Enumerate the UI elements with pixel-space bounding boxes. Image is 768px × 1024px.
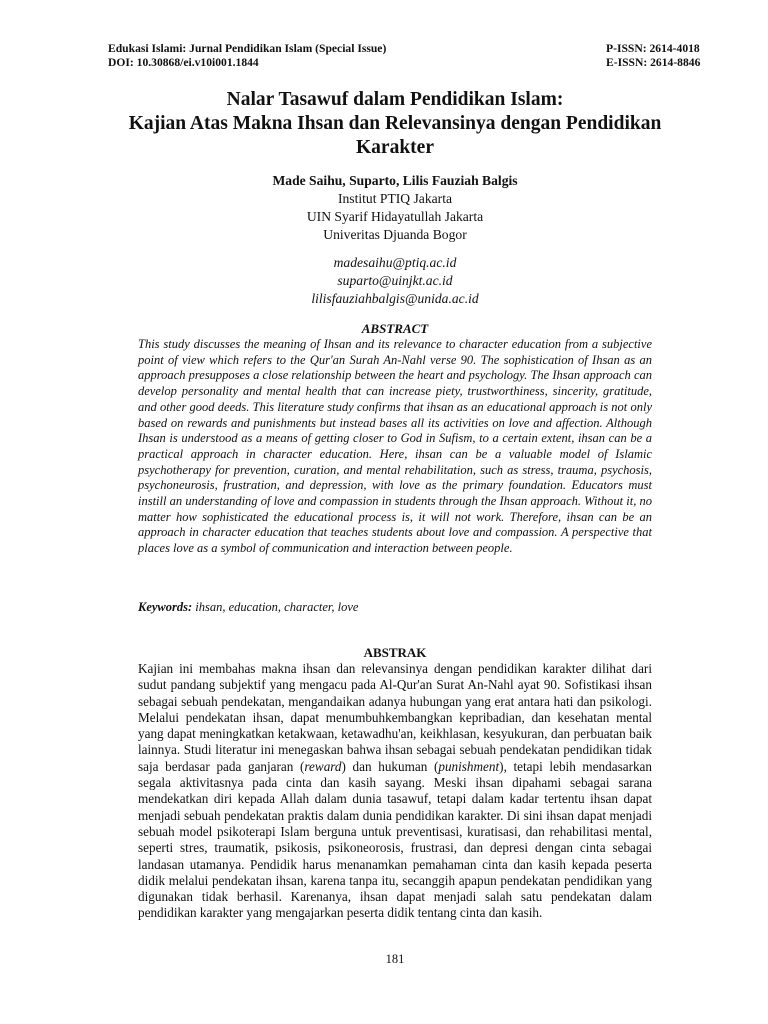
abstrak-text: [138, 661, 652, 922]
paper-title: [100, 88, 690, 160]
running-header: [108, 42, 714, 70]
abstrak-part-2: ) dan hukuman (: [341, 758, 439, 774]
author-names: Made Saihu, Suparto, Lilis Fauziah Balgis: [272, 173, 518, 188]
abstrak-heading: ABSTRAK: [363, 645, 427, 660]
title-line-3: Karakter: [356, 137, 434, 158]
abstrak-part-3: ), tetapi lebih mendasarkan segala aktivitasnya pada cinta dan kasih sayang. Meski ihsan dipahami sebagai sarana mendekatkan diri kepada Allah dalam dunia tasawuf, tetapi dalam kadar tertentu ihsan dapat menjadi sebuah pendekatan praktis dalam dunia pendidikan karakter. Di sini ihsan dapat menjadi sebuah model psikoterapi Islam berguna untuk preventisasi, kuratisasi, dan rehabilitasi mental, seperti stres, traumatik, psikosis, psikoneorosis, frustrasi, dan depresi dengan cinta sebagai landasan utamanya. Pendidik harus menanamkan pemahaman cinta dan kasih kepada peserta didik melalui pendekatan ihsan, karena tanpa itu, secanggih apapun pendekatan pendidikan yang digunakan tidak berhasil. Karenanya, ihsan dapat menjadi salah satu pendekatan dalam pendidikan karakter yang mengajarkan peserta didik tentang cinta dan kasih.: [138, 758, 653, 921]
affiliation-2: UIN Syarif Hidayatullah Jakarta: [306, 209, 484, 224]
page-number: 181: [385, 952, 405, 966]
email-3: lilisfauziahbalgis@unida.ac.id: [311, 291, 479, 306]
doi: DOI: 10.30868/ei.v10i001.1844: [108, 56, 259, 69]
abstract-heading: ABSTRACT: [361, 321, 429, 336]
email-1: madesaihu@ptiq.ac.id: [333, 255, 457, 270]
title-line-1: Nalar Tasawuf dalam Pendidikan Islam:: [226, 89, 564, 110]
email-2: suparto@uinjkt.ac.id: [337, 273, 453, 288]
journal-name: Edukasi Islami: Jurnal Pendidikan Islam (Special Issue): [108, 42, 387, 55]
title-line-2: Kajian Atas Makna Ihsan dan Relevansinya dengan Pendidikan: [128, 113, 662, 134]
abstrak-punishment-term: punishment: [438, 758, 500, 774]
abstrak-reward-term: reward: [304, 758, 342, 774]
keywords: [138, 599, 652, 615]
e-issn: E-ISSN: 2614-8846: [606, 56, 701, 69]
abstrak-part-1: Kajian ini membahas makna ihsan dan relevansinya dengan pendidikan karakter dilihat dari sudut pandang subjektif yang mengacu pada Al-Qur'an Surat An-Nahl ayat 90. Sofistikasi ihsan sebagai sebuah pendekatan, mengandaikan adanya hubungan yang erat antara hati dan psikologi. Melalui pendekatan ihsan, dapat menumbuhkembangkan kepribadian, dan kesehatan mental yang dapat meningkatkan ketakwaan, ketawadhu'an, keikhlasan, kesyukuran, dan perbuatan baik lainnya. Studi literatur ini menegaskan bahwa ihsan sebagai sebuah pendekatan pendidikan tidak saja berdasar pada ganjaran (: [138, 661, 652, 774]
abstract-paragraph: This study discusses the meaning of Ihsan and its relevance to character education from a subjective point of view which refers to the Qur'an Surah An-Nahl verse 90. The sophistication of Ihsan as an approach presupposes a close relationship between the heart and psychology. The Ihsan approach can develop personality and mental health that can increase piety, trustworthiness, sincerity, gratitude, and other good deeds. This literature study confirms that ihsan as an educational approach is not only based on rewards and punishments but instead bases all its activities on love and affection. Although Ihsan is understood as a means of getting closer to God in Sufism, to a certain extent, ihsan can be a practical approach in character education. Here, ihsan can be a valuable model of Islamic psychotherapy for prevention, curation, and mental rehabilitation, such as stress, trauma, psychosis, psychoneurosis, frustration, and depression, with love as the primary foundation. Educators must instill an understanding of love and compassion in students through the Ihsan approach. Without it, no matter how sophisticated the educational process is, it will not work. Therefore, ihsan can be an approach in character education that teaches students about love and compassion. A perspective that places love as a symbol of communication and interaction between people.: [138, 337, 652, 556]
affiliation-1: Institut PTIQ Jakarta: [337, 191, 452, 206]
keywords-label: Keywords:: [138, 600, 193, 614]
abstract-text: [138, 337, 652, 557]
abstrak-paragraph: [138, 661, 652, 922]
keywords-list: ihsan, education, character, love: [195, 600, 359, 614]
author-emails: [100, 254, 690, 308]
affiliation-3: Univeritas Djuanda Bogor: [323, 227, 467, 242]
author-block: [100, 172, 690, 244]
p-issn: P-ISSN: 2614-4018: [606, 42, 700, 55]
